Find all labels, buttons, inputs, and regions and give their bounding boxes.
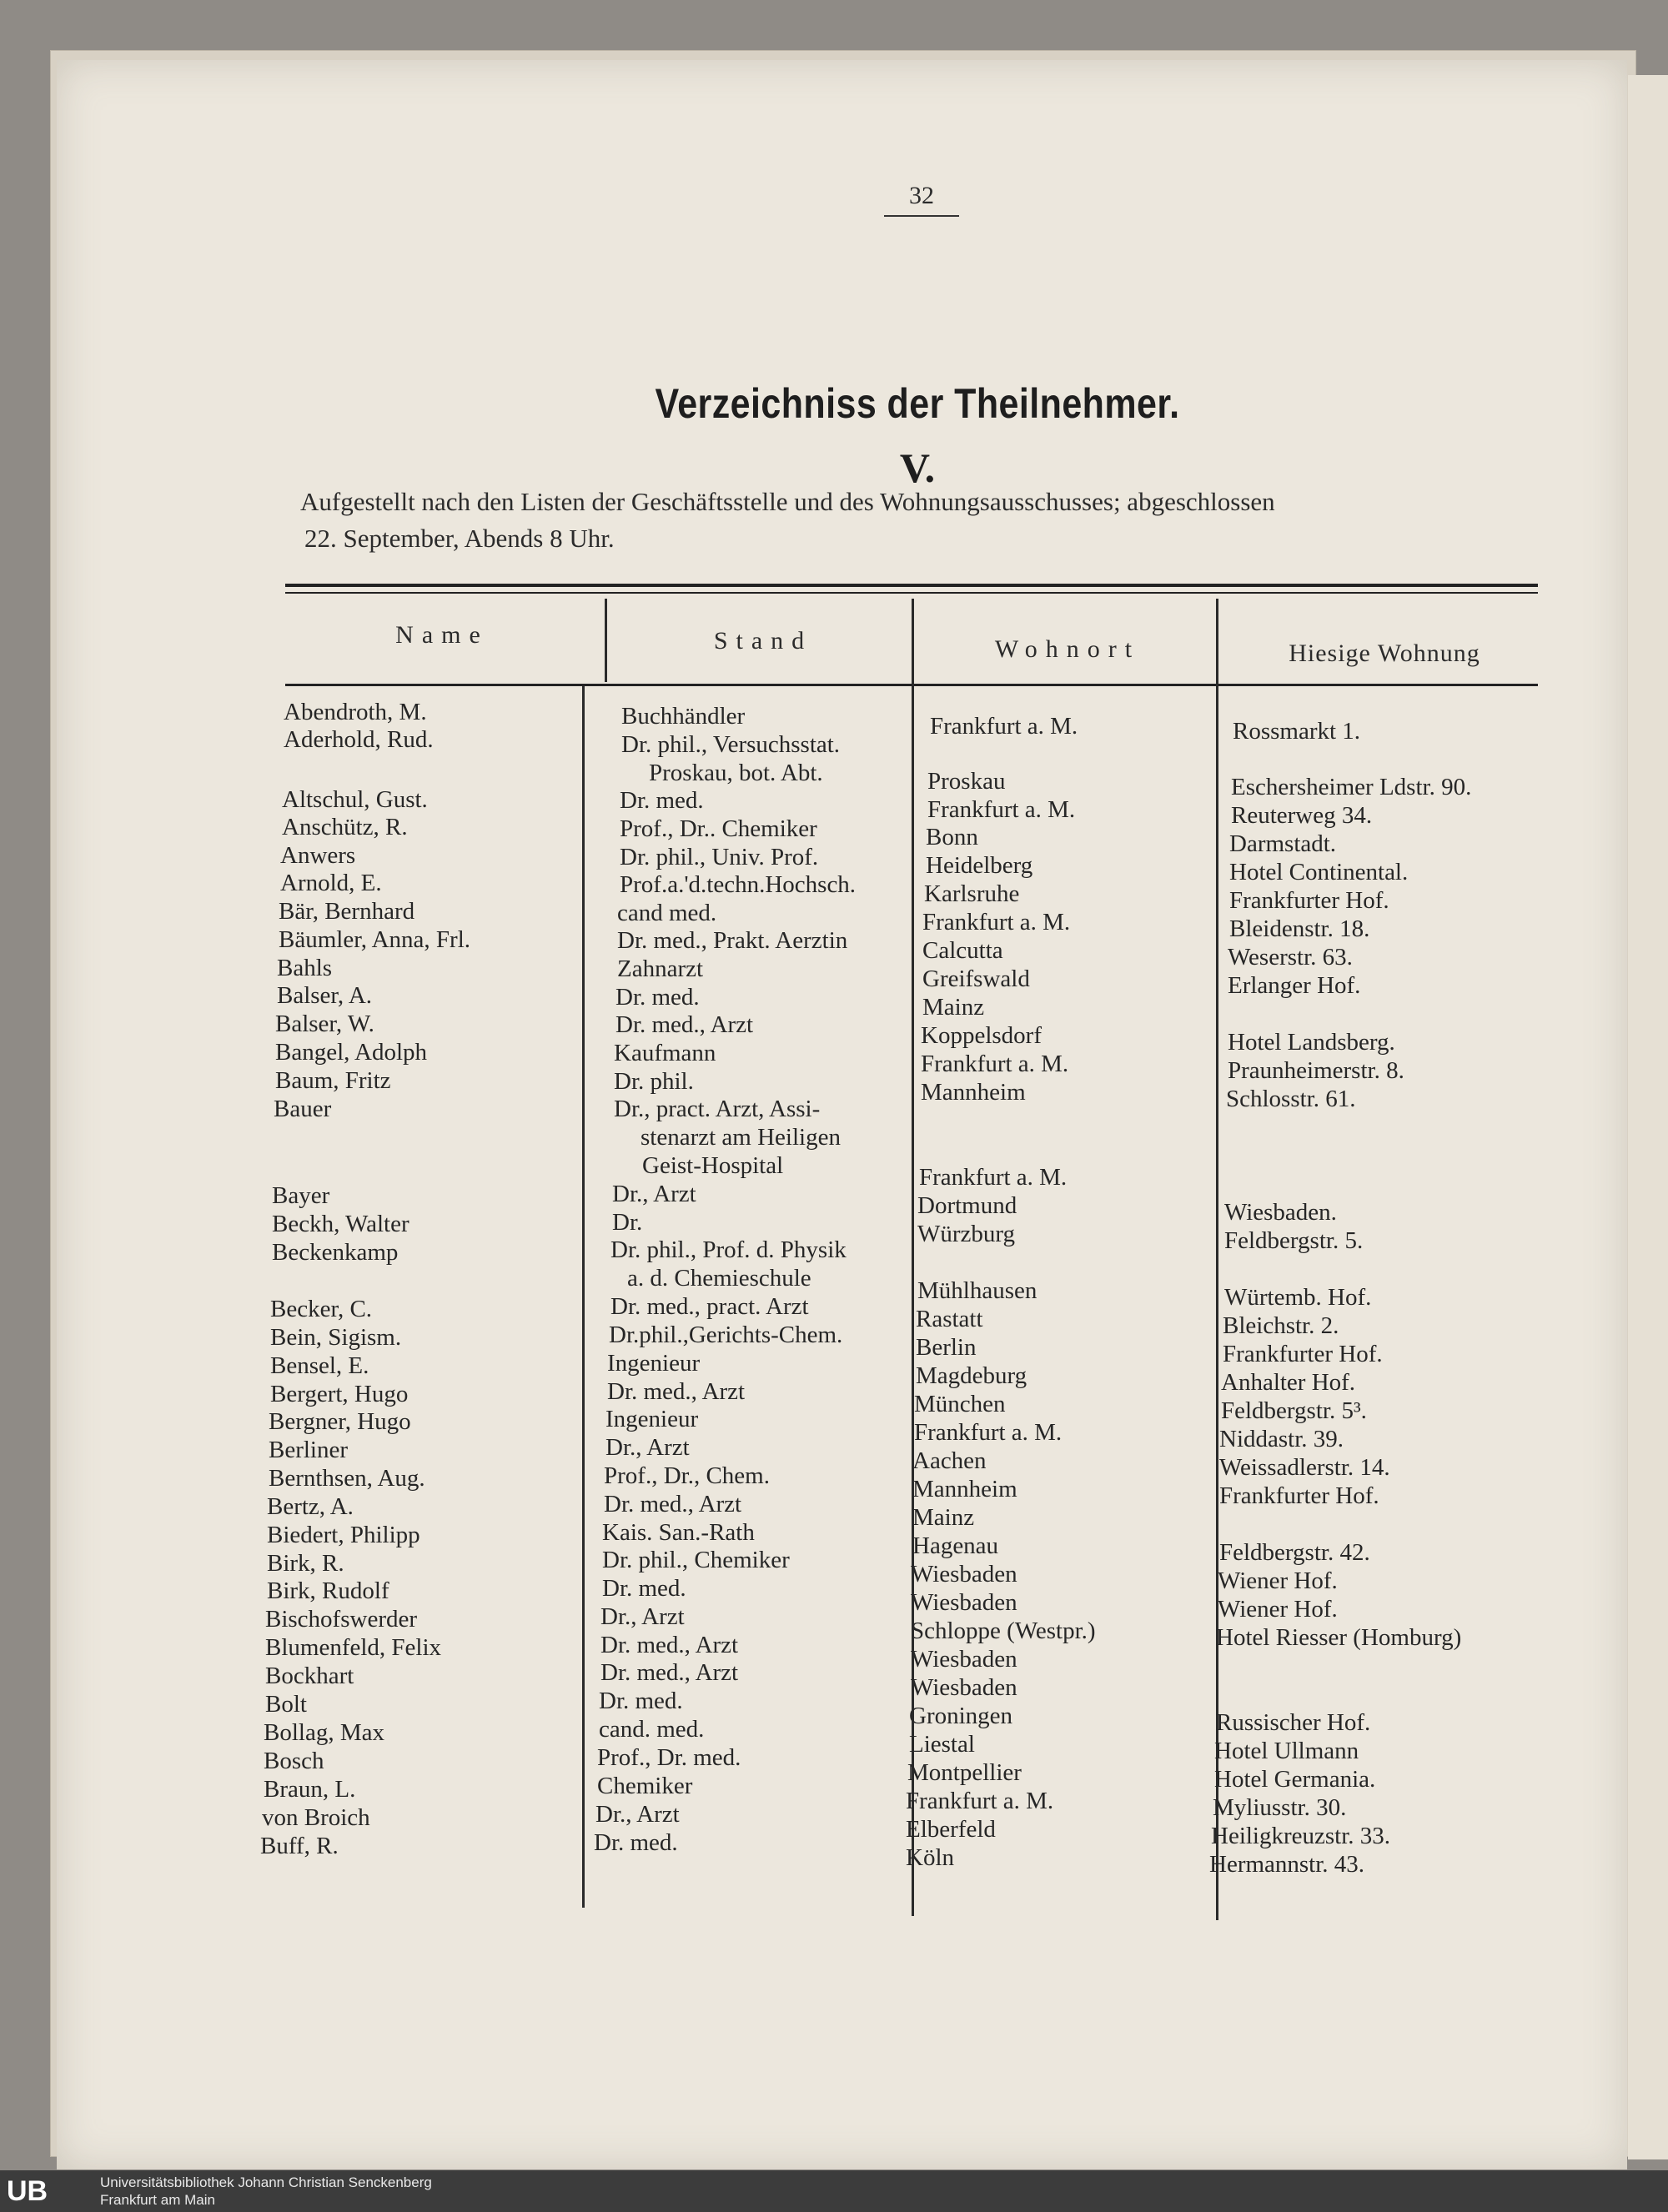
- wohnung-cell: Russischer Hof.: [1216, 1709, 1371, 1736]
- wohnort-cell: Koppelsdorf: [921, 1022, 1042, 1049]
- wohnort-cell: Frankfurt a. M.: [921, 1051, 1069, 1077]
- wohnung-cell: Würtemb. Hof.: [1224, 1284, 1372, 1311]
- wohnung-cell: Feldbergstr. 5.: [1224, 1227, 1364, 1254]
- stand-cell: Prof.a.'d.techn.Hochsch.: [620, 871, 857, 898]
- wohnung-cell: Weserstr. 63.: [1228, 944, 1353, 971]
- wohnort-cell: Frankfurt a. M.: [927, 796, 1076, 823]
- library-logo: UB: [7, 2175, 48, 2207]
- stand-cell: Dr. med.: [620, 787, 704, 814]
- wohnung-cell: Myliusstr. 30.: [1213, 1794, 1347, 1821]
- table-top-rule: [285, 584, 1538, 587]
- stand-cell: Kais. San.-Rath: [602, 1519, 755, 1546]
- intro-line-2: 22. September, Abends 8 Uhr.: [304, 524, 615, 553]
- wohnung-cell: Wiesbaden.: [1224, 1199, 1337, 1226]
- wohnort-cell: Heidelberg: [926, 852, 1033, 879]
- stand-cell: Dr. med., Arzt: [604, 1491, 742, 1517]
- wohnort-cell: Berlin: [916, 1334, 977, 1361]
- wohnort-cell: Mühlhausen: [917, 1277, 1037, 1304]
- wohnung-cell: Feldbergstr. 42.: [1219, 1539, 1370, 1566]
- participant-name: Bollag, Max: [264, 1719, 384, 1746]
- participant-name: Arnold, E.: [280, 870, 382, 896]
- wohnort-cell: Mannheim: [912, 1476, 1017, 1502]
- stand-cell: Dr., pract. Arzt, Assi-: [614, 1096, 821, 1122]
- participant-name: Beckenkamp: [272, 1239, 399, 1266]
- participant-name: Birk, Rudolf: [267, 1577, 389, 1604]
- column-divider: [582, 686, 585, 1908]
- stand-cell: Dr., Arzt: [605, 1434, 690, 1461]
- stand-cell: cand med.: [617, 900, 717, 926]
- participant-name: Birk, R.: [267, 1550, 344, 1577]
- participant-name: Becker, C.: [270, 1296, 373, 1322]
- participant-name: Blumenfeld, Felix: [265, 1634, 442, 1661]
- wohnort-cell: Mainz: [922, 994, 985, 1021]
- table-top-rule-thin: [285, 592, 1538, 594]
- stand-cell: Dr. med., Arzt: [600, 1659, 739, 1686]
- wohnung-cell: Hotel Germania.: [1214, 1766, 1376, 1793]
- wohnung-cell: Feldbergstr. 5³.: [1221, 1397, 1367, 1424]
- wohnort-cell: Frankfurt a. M.: [922, 909, 1071, 935]
- wohnort-cell: Wiesbaden: [911, 1561, 1017, 1588]
- stand-cell: Dr. med., Arzt: [607, 1378, 746, 1405]
- wohnort-cell: Montpellier: [907, 1759, 1022, 1786]
- stand-cell: Dr. phil., Prof. d. Physik: [610, 1236, 847, 1263]
- wohnort-cell: Aachen: [912, 1447, 987, 1474]
- wohnung-cell: Frankfurter Hof.: [1229, 887, 1389, 914]
- wohnung-cell: Frankfurter Hof.: [1223, 1341, 1383, 1367]
- intro-line-1: Aufgestellt nach den Listen der Geschäftsstelle und des Wohnungsausschusses; abgeschlossen: [300, 487, 1275, 516]
- participant-name: Anschütz, R.: [282, 814, 408, 840]
- stand-cell: a. d. Chemieschule: [627, 1265, 811, 1292]
- stand-cell: Dr. med., Arzt: [600, 1632, 739, 1658]
- wohnort-cell: Frankfurt a. M.: [906, 1788, 1054, 1814]
- wohnort-cell: Karlsruhe: [924, 880, 1020, 907]
- stand-cell: Dr. med.: [615, 984, 700, 1011]
- wohnung-cell: Reuterweg 34.: [1231, 802, 1373, 829]
- participant-name: Bauer: [274, 1096, 332, 1122]
- participant-name: von Broich: [262, 1804, 370, 1831]
- wohnung-cell: Weissadlerstr. 14.: [1219, 1454, 1390, 1481]
- wohnung-cell: Hotel Riesser (Homburg): [1216, 1624, 1462, 1651]
- stand-cell: Prof., Dr.. Chemiker: [620, 815, 817, 842]
- wohnort-cell: Wiesbaden: [911, 1674, 1017, 1701]
- stand-cell: Buchhändler: [621, 703, 746, 730]
- wohnung-cell: Rossmarkt 1.: [1233, 718, 1361, 745]
- library-name: Universitätsbibliothek Johann Christian Senckenberg: [100, 2174, 432, 2190]
- stand-cell: Dr. med.: [602, 1575, 686, 1602]
- participant-name: Altschul, Gust.: [282, 786, 428, 813]
- wohnort-cell: Mainz: [912, 1504, 975, 1531]
- wohnung-cell: Bleidenstr. 18.: [1229, 915, 1370, 942]
- wohnort-cell: München: [914, 1391, 1006, 1417]
- stand-cell: Kaufmann: [614, 1040, 716, 1066]
- participant-name: Bayer: [272, 1182, 330, 1209]
- stand-cell: Geist-Hospital: [642, 1152, 784, 1179]
- participant-name: Bär, Bernhard: [279, 898, 415, 925]
- wohnort-cell: Dortmund: [917, 1192, 1017, 1219]
- header-hiesige-wohnung: Hiesige Wohnung: [1289, 640, 1480, 667]
- wohnort-cell: Frankfurt a. M.: [930, 713, 1078, 740]
- library-city: Frankfurt am Main: [100, 2192, 215, 2208]
- participant-name: Balser, A.: [277, 982, 373, 1009]
- wohnung-cell: Hermannstr. 43.: [1209, 1851, 1365, 1878]
- wohnort-cell: Liestal: [909, 1731, 975, 1758]
- library-footer: [0, 2170, 1668, 2212]
- wohnort-cell: Mannheim: [921, 1079, 1026, 1106]
- participant-name: Bäumler, Anna, Frl.: [279, 926, 471, 953]
- participant-name: Bahls: [277, 955, 333, 981]
- stand-cell: Dr. phil., Versuchsstat.: [621, 731, 841, 758]
- participant-name: Bergner, Hugo: [269, 1408, 411, 1435]
- stand-cell: Dr. med., Arzt: [615, 1011, 754, 1038]
- wohnung-cell: Hotel Continental.: [1229, 859, 1409, 885]
- wohnort-cell: Schloppe (Westpr.): [911, 1618, 1096, 1644]
- wohnung-cell: Niddastr. 39.: [1219, 1426, 1344, 1452]
- wohnung-cell: Eschersheimer Ldstr. 90.: [1231, 774, 1472, 800]
- participant-name: Bangel, Adolph: [275, 1039, 428, 1066]
- column-divider: [605, 599, 607, 682]
- wohnung-cell: Anhalter Hof.: [1221, 1369, 1356, 1396]
- header-stand: Stand: [713, 627, 813, 655]
- wohnort-cell: Köln: [906, 1844, 954, 1871]
- stand-cell: Dr., Arzt: [600, 1603, 685, 1630]
- wohnung-cell: Praunheimerstr. 8.: [1228, 1057, 1404, 1084]
- wohnort-cell: Wiesbaden: [911, 1646, 1017, 1673]
- wohnort-cell: Proskau: [927, 768, 1006, 795]
- page-number: 32: [884, 182, 959, 217]
- wohnung-cell: Hotel Landsberg.: [1228, 1029, 1395, 1056]
- wohnort-cell: Bonn: [926, 824, 978, 850]
- participant-name: Bertz, A.: [267, 1493, 354, 1520]
- participant-name: Bolt: [265, 1691, 307, 1718]
- stand-cell: Dr., Arzt: [612, 1181, 696, 1207]
- stand-cell: Prof., Dr., Chem.: [604, 1462, 770, 1489]
- wohnung-cell: Hotel Ullmann: [1214, 1738, 1359, 1764]
- wohnort-cell: Magdeburg: [916, 1362, 1027, 1389]
- participant-name: Beckh, Walter: [272, 1211, 409, 1237]
- participant-name: Berliner: [269, 1437, 349, 1463]
- wohnort-cell: Wiesbaden: [911, 1589, 1017, 1616]
- participant-name: Bensel, E.: [270, 1352, 369, 1379]
- header-name: Name: [395, 621, 489, 649]
- participant-name: Biedert, Philipp: [267, 1522, 420, 1548]
- stand-cell: Dr. phil., Chemiker: [602, 1547, 790, 1573]
- participant-name: Bockhart: [265, 1663, 354, 1689]
- page-title: Verzeichniss der Theilnehmer.: [655, 380, 1180, 427]
- wohnort-cell: Greifswald: [922, 966, 1030, 992]
- stand-cell: Dr. phil., Univ. Prof.: [620, 844, 819, 870]
- stand-cell: Prof., Dr. med.: [597, 1744, 741, 1771]
- wohnort-cell: Frankfurt a. M.: [919, 1164, 1068, 1191]
- wohnort-cell: Hagenau: [912, 1532, 999, 1559]
- stand-cell: Chemiker: [597, 1773, 693, 1799]
- participant-name: Baum, Fritz: [275, 1067, 391, 1094]
- wohnort-cell: Würzburg: [917, 1221, 1016, 1247]
- facing-page-edge: [1628, 75, 1668, 2159]
- stand-cell: Dr. phil.: [614, 1068, 694, 1095]
- stand-cell: Dr. med.: [594, 1829, 678, 1856]
- wohnort-cell: Groningen: [909, 1703, 1013, 1729]
- stand-cell: Dr. med., pract. Arzt: [610, 1293, 809, 1320]
- participant-name: Braun, L.: [264, 1776, 356, 1803]
- participant-name: Abendroth, M.: [284, 699, 427, 725]
- stand-cell: Dr., Arzt: [595, 1801, 680, 1828]
- stand-cell: Dr.: [612, 1209, 643, 1236]
- participant-name: Aderhold, Rud.: [284, 726, 434, 753]
- stand-cell: Dr.phil.,Gerichts-Chem.: [609, 1322, 843, 1348]
- wohnung-cell: Schlosstr. 61.: [1226, 1086, 1356, 1112]
- participant-name: Bischofswerder: [265, 1606, 418, 1633]
- participant-name: Buff, R.: [260, 1833, 339, 1859]
- wohnung-cell: Erlanger Hof.: [1228, 972, 1361, 999]
- wohnung-cell: Bleichstr. 2.: [1223, 1312, 1339, 1339]
- wohnung-cell: Wiener Hof.: [1218, 1567, 1338, 1594]
- header-wohnort: Wohnort: [994, 635, 1141, 663]
- wohnung-cell: Frankfurter Hof.: [1219, 1482, 1379, 1509]
- stand-cell: Dr. med., Prakt. Aerztin: [617, 927, 848, 954]
- wohnung-cell: Heiligkreuzstr. 33.: [1211, 1823, 1391, 1849]
- stand-cell: stenarzt am Heiligen: [641, 1124, 841, 1151]
- stand-cell: Dr. med.: [599, 1688, 683, 1714]
- stand-cell: Ingenieur: [605, 1406, 699, 1432]
- wohnung-cell: Darmstadt.: [1229, 830, 1337, 857]
- stand-cell: Ingenieur: [607, 1350, 701, 1377]
- participant-name: Bosch: [264, 1748, 324, 1774]
- wohnort-cell: Frankfurt a. M.: [914, 1419, 1063, 1446]
- stand-cell: Proskau, bot. Abt.: [649, 760, 823, 786]
- section-number: V.: [899, 444, 936, 491]
- wohnort-cell: Calcutta: [922, 937, 1003, 964]
- wohnung-cell: Wiener Hof.: [1218, 1596, 1338, 1623]
- participant-name: Anwers: [280, 842, 356, 869]
- participant-name: Bein, Sigism.: [270, 1324, 402, 1351]
- participant-name: Bergert, Hugo: [270, 1381, 409, 1407]
- participant-name: Balser, W.: [275, 1011, 374, 1037]
- stand-cell: Zahnarzt: [617, 956, 704, 982]
- stand-cell: cand. med.: [599, 1716, 705, 1743]
- wohnort-cell: Rastatt: [916, 1306, 983, 1332]
- wohnort-cell: Elberfeld: [906, 1816, 996, 1843]
- participant-name: Bernthsen, Aug.: [269, 1465, 425, 1492]
